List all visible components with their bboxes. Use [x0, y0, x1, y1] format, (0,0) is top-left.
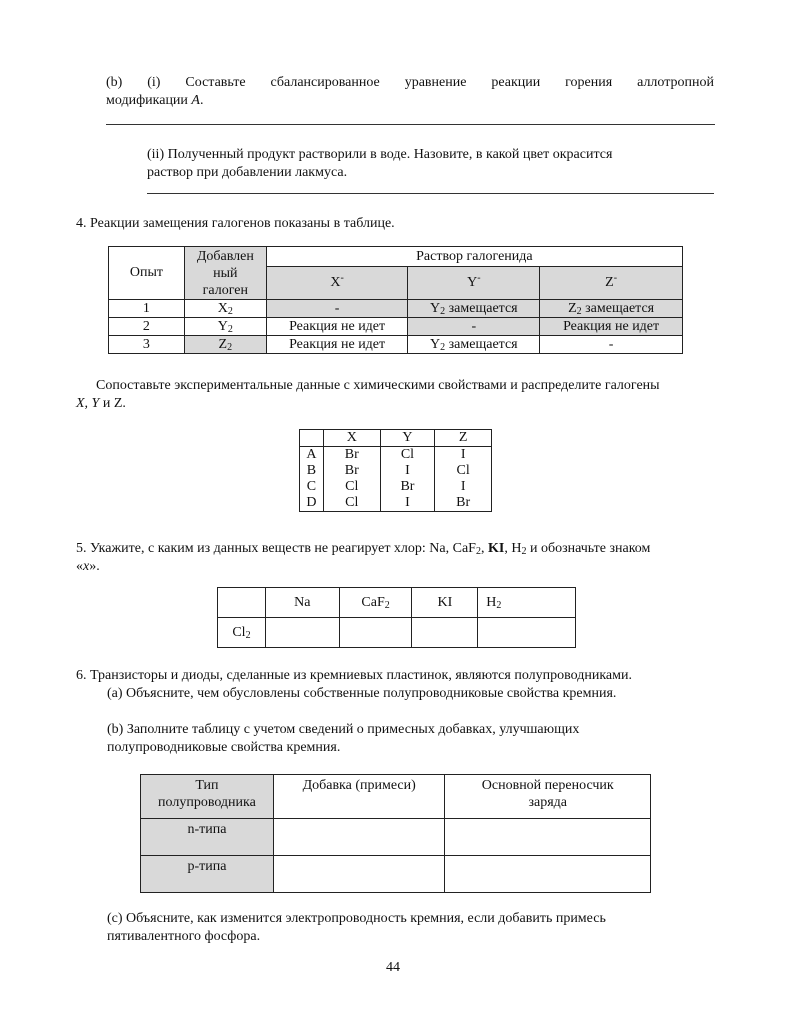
row1-y-rest: замещается	[445, 300, 518, 316]
header-carrier-l2: заряда	[528, 795, 567, 810]
header-added-halogen-l1: Добавлен	[196, 248, 254, 264]
header-halide-solution: Раствор галогенида	[266, 247, 682, 267]
row2-halogen-symbol: Y	[217, 318, 228, 334]
q4-match-line2	[76, 396, 126, 412]
row1-z-sub: 2	[576, 305, 582, 317]
header-caf: CaF	[361, 594, 385, 610]
answer-line-3bii[interactable]	[147, 193, 714, 194]
q6-a: (a) Объясните, чем обусловлены собственные полупроводниковые свойства кремния.	[107, 686, 617, 701]
q3b-ii-line2: раствор при добавлении лакмуса.	[147, 165, 348, 180]
option-cell: I	[380, 463, 435, 479]
option-row-b[interactable]	[300, 463, 492, 479]
q3b-i-line2-text: модификации	[106, 93, 192, 108]
q6-c-line1: (c) Объясните, как изменится электропроводность кремния, если добавить примесь	[107, 911, 606, 926]
header-added-halogen-l2: ный	[213, 265, 238, 281]
header-added-halogen-l3: галоген	[202, 282, 248, 298]
option-row-a[interactable]	[300, 447, 492, 464]
cl-table-corner	[218, 588, 266, 618]
row1-y-symbol: Y	[430, 300, 441, 316]
option-cell: Br	[323, 447, 380, 464]
row-cl2	[218, 618, 266, 648]
row3-number: 3	[109, 336, 185, 354]
q4-match-vars: X, Y	[76, 396, 100, 411]
row1-x-result: -	[266, 300, 408, 318]
answer-line-3bi[interactable]	[106, 124, 715, 125]
options-header-z: Z	[435, 430, 492, 447]
ion-sign: -	[477, 272, 481, 284]
option-cell: I	[380, 495, 435, 512]
header-z-label: Z	[605, 275, 614, 290]
row2-x-result: Реакция не идет	[266, 318, 408, 336]
row1-number: 1	[109, 300, 185, 318]
header-added-halogen	[184, 247, 266, 300]
q6-b-line1: (b) Заполните таблицу с учетом сведений о примесных добавках, улучшающих	[107, 722, 580, 737]
answer-cell-na[interactable]	[265, 618, 339, 648]
q5-mark-x: х	[83, 559, 90, 574]
halogen-replacement-table	[108, 246, 683, 354]
row2-y-result: -	[408, 318, 540, 336]
header-y-label: Y	[467, 275, 478, 290]
q4-match-rest: и Z.	[99, 396, 126, 411]
option-row-d[interactable]	[300, 495, 492, 512]
q4-prompt: 4. Реакции замещения галогенов показаны в таблице.	[76, 216, 395, 231]
row3-y-result	[408, 336, 540, 354]
answer-p-carrier[interactable]	[445, 856, 651, 893]
row3-z-result: -	[540, 336, 683, 354]
options-header-y: Y	[380, 430, 435, 447]
row1-z-result	[540, 300, 683, 318]
row-n-type: n-типа	[141, 819, 274, 856]
options-corner	[300, 430, 324, 447]
q6-intro: 6. Транзисторы и диоды, сделанные из кремниевых пластинок, являются полупроводниками.	[76, 668, 632, 683]
q5-caf-sub: 2	[475, 546, 481, 557]
row3-halogen-sub: 2	[227, 341, 233, 353]
header-na: Na	[265, 588, 339, 618]
q3b-var-a: A	[191, 93, 200, 108]
q6-c-line2: пятивалентного фосфора.	[107, 929, 261, 944]
header-charge-carrier	[445, 775, 651, 819]
q3b-i-line2	[106, 93, 203, 109]
answer-cell-caf2[interactable]	[339, 618, 412, 648]
halogen-options-table	[299, 429, 492, 512]
header-type-l1: Тип	[195, 778, 219, 793]
answer-cell-ki[interactable]	[412, 618, 478, 648]
header-carrier-l1: Основной переносчик	[481, 778, 614, 793]
header-h2	[478, 588, 576, 618]
q4-match-line1: Сопоставьте экспериментальные данные с химическими свойствами и распределите галогены	[96, 378, 660, 393]
row-cl-label: Cl	[232, 624, 246, 640]
option-cell: Br	[323, 463, 380, 479]
header-h-sub: 2	[496, 599, 502, 611]
page-number: 44	[386, 960, 400, 975]
row2-halogen-sub: 2	[227, 323, 233, 335]
header-h: H	[486, 594, 497, 610]
q5-text-c: , H	[504, 541, 522, 556]
header-z-ion	[540, 267, 683, 300]
answer-n-dopant[interactable]	[273, 819, 445, 856]
row1-z-rest: замещается	[581, 300, 655, 316]
ion-sign: -	[340, 272, 344, 284]
option-cell: Br	[435, 495, 492, 512]
option-letter: A	[300, 447, 324, 464]
header-type-l2: полупроводника	[158, 795, 256, 810]
answer-p-dopant[interactable]	[273, 856, 445, 893]
q3b-ii-line1: (ii) Полученный продукт растворили в воде. Назовите, в какой цвет окрасится	[147, 147, 613, 162]
row3-halogen-symbol: Z	[218, 336, 228, 352]
header-semiconductor-type	[141, 775, 274, 819]
option-cell: Cl	[380, 447, 435, 464]
row2-z-result: Реакция не идет	[540, 318, 683, 336]
option-row-c[interactable]	[300, 479, 492, 495]
row1-z-symbol: Z	[568, 300, 577, 316]
q5-text-a: 5. Укажите, с каким из данных веществ не реагирует хлор: Na, CaF	[76, 541, 476, 556]
q6-b-line2: полупроводниковые свойства кремния.	[107, 740, 341, 755]
q3b-i-line2-end: .	[199, 93, 204, 108]
row3-x-result: Реакция не идет	[266, 336, 408, 354]
row3-y-rest: замещается	[445, 336, 518, 352]
ion-sign: -	[613, 272, 618, 284]
header-experiment: Опыт	[109, 247, 185, 300]
header-x-ion	[266, 267, 408, 300]
header-dopant: Добавка (примеси)	[273, 775, 445, 819]
q5-text-d: и обозначьте знаком	[526, 541, 651, 556]
option-cell: Cl	[323, 479, 380, 495]
option-cell: Cl	[323, 495, 380, 512]
option-letter: D	[300, 495, 324, 512]
q5-quote-open: «	[76, 559, 83, 574]
semiconductor-table	[140, 774, 651, 893]
row3-halogen	[184, 336, 266, 354]
row-p-type: p-типа	[141, 856, 274, 893]
option-letter: B	[300, 463, 324, 479]
option-cell: Cl	[435, 463, 492, 479]
q5-h-sub: 2	[521, 546, 527, 557]
option-cell: I	[435, 447, 492, 464]
option-cell: I	[435, 479, 492, 495]
row1-halogen-symbol: X	[217, 300, 228, 316]
row3-y-symbol: Y	[430, 336, 441, 352]
answer-n-carrier[interactable]	[445, 819, 651, 856]
header-x-label: X	[330, 275, 341, 290]
header-y-ion	[408, 267, 540, 300]
row2-number: 2	[109, 318, 185, 336]
row-cl-sub: 2	[245, 629, 251, 641]
row1-y-sub: 2	[440, 305, 446, 317]
q5-text-b: ,	[480, 541, 488, 556]
row1-halogen	[184, 300, 266, 318]
q5-line1	[76, 541, 716, 557]
row1-halogen-sub: 2	[227, 305, 233, 317]
option-cell: Br	[380, 479, 435, 495]
option-letter: C	[300, 479, 324, 495]
q5-quote-close: ».	[89, 559, 100, 574]
answer-cell-h2[interactable]	[478, 618, 576, 648]
header-caf-sub: 2	[384, 599, 390, 611]
row3-y-sub: 2	[440, 341, 446, 353]
chlorine-reaction-table	[217, 587, 576, 648]
options-header-x: X	[323, 430, 380, 447]
q5-line2	[76, 559, 100, 575]
q5-ki: KI	[487, 541, 505, 556]
header-caf2	[339, 588, 412, 618]
q3b-i-line1: (b) (i) Составьте сбалансированное уравнение реакции горения аллотропной	[106, 75, 714, 90]
header-ki: KI	[412, 588, 478, 618]
row1-y-result	[408, 300, 540, 318]
row2-halogen	[184, 318, 266, 336]
